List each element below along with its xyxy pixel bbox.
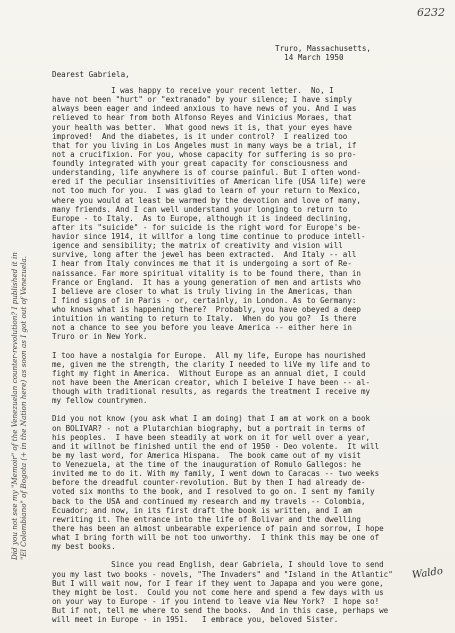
paragraph-3: Did you not know (you ask what I am doing) that I am at work on a book on BOLIVAR? - not a Plutarchian biography, but a portrait in terms of his peoples. I have been steadily at work on it for well over a year, and it willnot be finished until the end of 1950 - Deo volente. It will be my last word, for America Hispana. The book came out of my visit to Venezuela, at the time of the inauguration of Romulo Gallegos: he invited me to do it. With my family, I went down to Caracas -- two weeks before the dreadful counter-revolution. But by then I had already de- voted six months to the book, and I resolved to go on. I sent my family back to the USA and continued my research and my travels -- Colombia, Ecuador; and now, in its first draft the book is written, and I am rewriting it. The entrance into the life of Bolivar and the dwelling there has been an almost unbearable experience of pain and sorrow, I hope what I bring forth will be not too unworthy. I think this may be one of my best books.: [52, 414, 384, 552]
letter-body: [52, 78, 437, 633]
paragraph-1: I was happy to receive your recent letter. No, I have not been "hurt" or "extranado" by your silence; I have simply always been eager and indeed anxious to have news of you. And I was relieved to hear from both Alfonso Reyes and Vinicius Moraes, that your health was better. What good news it is, that your eyes have improved! And the diabetes, is it under control? I realized too that for you living in Los Angeles must in many ways be a trial, if not a crucifixion. For you, whose capacity for suffering is so pro- foundly integrated with your great capacity for consciousness and understanding, life anywhere is of course painful. But I often wond- ered if the peculiar insensitivities of American life (USA life) were not too much for you. I was glad to learn of your return to Mexico, where you would at least be warmed by the devotion and love of many, many friends. And I can well understand your longing to return to Europe - to Italy. As to Europe, although it is indeed declining, after its "suicide" - for suicide is the right word for Europe's be- havior since 1914, it willfor a long time continue to produce intell- igence and sensibility; the matrix of creativity and vision will survive, long after the jewel has been extracted. And Italy -- all I hear from Italy convinces me that it is undergoing a sort of Re- naissance. Far more spiritual vitality is to be found there, than in France or England. It has a young generation of men and artists who I believe are closer to what is truly living in the Americas, than I find signs of in Paris - or, certainly, in London. As to Germany: who knows what is happening there? Probably, you have obeyed a deep intuition in wanting to return to Italy. When do you go? Is there not a chance to see you before you leave America -- either here in Truro or in New York.: [52, 86, 366, 342]
place-and-date: Truro, Massachusetts, 14 March 1950: [275, 44, 372, 63]
greeting: Dearest Gabriela,: [52, 70, 130, 79]
paragraph-2: I too have a nostalgia for Europe. All my life, Europe has nourished me, given me the strength, the clarity I needed to liVe my life and to fight my fight in America. Without Europe as an annual diet, I could not have been the American creator, which I beleive I have been -- al- though with traditional results, as regards the treatment I receive my my fellow countrymen.: [52, 350, 371, 406]
handwritten-signature: Waldo: [411, 565, 444, 582]
margin-note-line-2: "El Colombiano" of Bogota (+ in the Nation here) as soon as I got out of Venezuela.: [19, 255, 28, 560]
paragraph-4: Since you read English, dear Gabriela, I should love to send you my last two books - novels, "The Invaders" and "Island in the Atlantic" But I will wait now, for I fear if they went to Japapa and you were gone, they might be lost. Could you not come here and spend a few days with us on your way to Europe - if you intend to leave via New York? I hope so! But if not, tell me where to send the books. And in this case, perhaps we will meet in Europe - in 1951. I embrace you, beloved Sister.: [52, 560, 393, 625]
archive-number: 6232: [417, 6, 445, 19]
margin-note-line-1: Did you not see my "Memoir" of the Venezuelan counter-revolution? I published it in: [10, 252, 19, 560]
margin-note-anchor: [10, 252, 40, 570]
handwritten-margin-note: [10, 140, 28, 560]
